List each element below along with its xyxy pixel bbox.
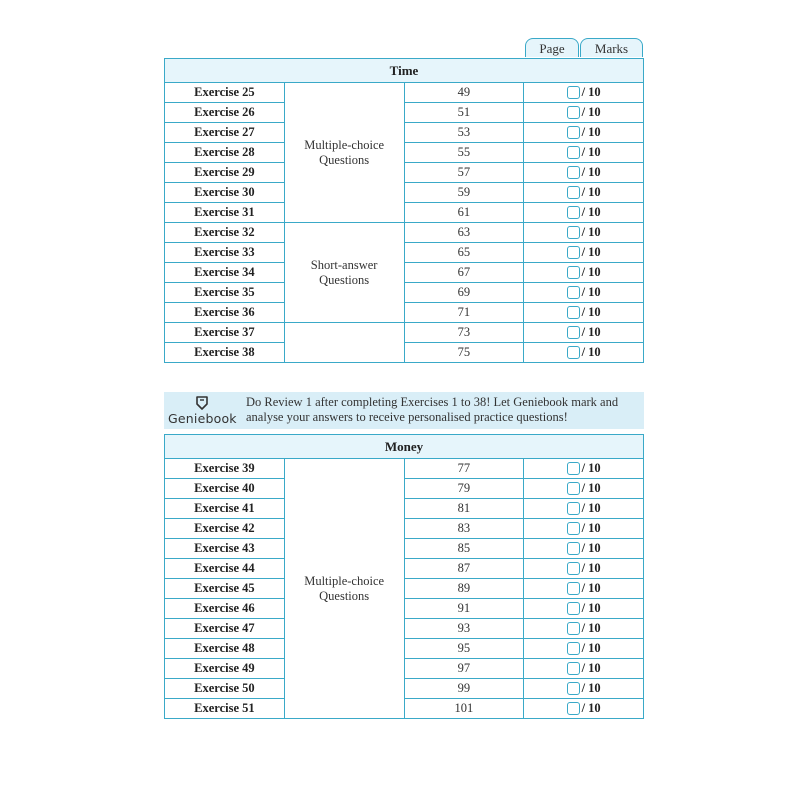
- exercise-label: Exercise 33: [165, 243, 285, 263]
- section-title: Money: [165, 435, 644, 459]
- marks-cell: [524, 183, 644, 203]
- table-row: [165, 479, 644, 499]
- exercise-label: Exercise 50: [165, 679, 285, 699]
- marks-input-box[interactable]: [567, 306, 580, 319]
- page-number: 73: [404, 323, 524, 343]
- marks-cell: [524, 123, 644, 143]
- table-row: [165, 539, 644, 559]
- table-row: [165, 263, 644, 283]
- marks-total: / 10: [581, 245, 601, 259]
- exercise-label: Exercise 46: [165, 599, 285, 619]
- exercise-label: Exercise 35: [165, 283, 285, 303]
- marks-cell: [524, 283, 644, 303]
- table-row: [165, 103, 644, 123]
- marks-input-box[interactable]: [567, 126, 580, 139]
- marks-total: / 10: [581, 501, 601, 515]
- table-row: [165, 679, 644, 699]
- marks-total: / 10: [581, 681, 601, 695]
- marks-total: / 10: [581, 541, 601, 555]
- page-column-header: Page: [525, 38, 579, 57]
- marks-input-box[interactable]: [567, 226, 580, 239]
- page-number: 77: [404, 459, 524, 479]
- marks-input-box[interactable]: [567, 542, 580, 555]
- geniebook-banner: [164, 392, 644, 429]
- table-row: [165, 303, 644, 323]
- marks-cell: [524, 499, 644, 519]
- marks-input-box[interactable]: [567, 246, 580, 259]
- table-row: [165, 579, 644, 599]
- marks-input-box[interactable]: [567, 346, 580, 359]
- marks-total: / 10: [581, 265, 601, 279]
- marks-cell: [524, 303, 644, 323]
- marks-total: / 10: [581, 581, 601, 595]
- exercise-label: Exercise 26: [165, 103, 285, 123]
- marks-total: / 10: [581, 521, 601, 535]
- table-row: [165, 499, 644, 519]
- page-number: 51: [404, 103, 524, 123]
- page-number: 65: [404, 243, 524, 263]
- exercise-label: Exercise 28: [165, 143, 285, 163]
- marks-cell: [524, 679, 644, 699]
- marks-cell: [524, 203, 644, 223]
- table-row: [165, 323, 644, 343]
- table-row: [165, 183, 644, 203]
- question-type: Short-answer Questions: [284, 223, 404, 323]
- marks-input-box[interactable]: [567, 702, 580, 715]
- page-number: 71: [404, 303, 524, 323]
- page-number: 61: [404, 203, 524, 223]
- marks-input-box[interactable]: [567, 462, 580, 475]
- exercise-label: Exercise 30: [165, 183, 285, 203]
- marks-total: / 10: [581, 125, 601, 139]
- marks-input-box[interactable]: [567, 206, 580, 219]
- exercise-label: Exercise 48: [165, 639, 285, 659]
- exercise-label: Exercise 43: [165, 539, 285, 559]
- marks-total: / 10: [581, 621, 601, 635]
- geniebook-lamp-icon: [194, 395, 210, 411]
- exercise-label: Exercise 29: [165, 163, 285, 183]
- marks-total: / 10: [581, 561, 601, 575]
- marks-input-box[interactable]: [567, 286, 580, 299]
- marks-total: / 10: [581, 145, 601, 159]
- table-row: [165, 639, 644, 659]
- marks-total: / 10: [581, 481, 601, 495]
- page-number: 99: [404, 679, 524, 699]
- marks-input-box[interactable]: [567, 186, 580, 199]
- marks-input-box[interactable]: [567, 602, 580, 615]
- marks-cell: [524, 559, 644, 579]
- exercise-label: Exercise 45: [165, 579, 285, 599]
- marks-cell: [524, 263, 644, 283]
- question-type: [284, 323, 404, 363]
- page-number: 75: [404, 343, 524, 363]
- exercise-label: Exercise 25: [165, 83, 285, 103]
- marks-total: / 10: [581, 701, 601, 715]
- marks-input-box[interactable]: [567, 622, 580, 635]
- marks-cell: [524, 619, 644, 639]
- table-row: [165, 83, 644, 103]
- marks-input-box[interactable]: [567, 146, 580, 159]
- page-number: 85: [404, 539, 524, 559]
- table-row: [165, 283, 644, 303]
- question-type: Multiple-choice Questions: [284, 459, 404, 719]
- marks-cell: [524, 103, 644, 123]
- page-number: 101: [404, 699, 524, 719]
- marks-input-box[interactable]: [567, 266, 580, 279]
- marks-total: / 10: [581, 461, 601, 475]
- marks-total: / 10: [581, 165, 601, 179]
- exercise-label: Exercise 27: [165, 123, 285, 143]
- table-row: [165, 659, 644, 679]
- marks-cell: [524, 659, 644, 679]
- marks-cell: [524, 599, 644, 619]
- marks-column-header: Marks: [580, 38, 643, 57]
- marks-cell: [524, 459, 644, 479]
- exercise-label: Exercise 41: [165, 499, 285, 519]
- table-row: [165, 519, 644, 539]
- marks-input-box[interactable]: [567, 502, 580, 515]
- table-row: [165, 223, 644, 243]
- table-row: [165, 619, 644, 639]
- page-number: 53: [404, 123, 524, 143]
- marks-cell: [524, 83, 644, 103]
- marks-input-box[interactable]: [567, 106, 580, 119]
- page-number: 87: [404, 559, 524, 579]
- page-number: 55: [404, 143, 524, 163]
- marks-cell: [524, 243, 644, 263]
- marks-total: / 10: [581, 325, 601, 339]
- marks-cell: [524, 639, 644, 659]
- marks-cell: [524, 223, 644, 243]
- marks-input-box[interactable]: [567, 642, 580, 655]
- question-type: Multiple-choice Questions: [284, 83, 404, 223]
- marks-cell: [524, 699, 644, 719]
- exercise-label: Exercise 44: [165, 559, 285, 579]
- page-number: 59: [404, 183, 524, 203]
- table-row: [165, 163, 644, 183]
- marks-input-box[interactable]: [567, 562, 580, 575]
- marks-cell: [524, 163, 644, 183]
- page-number: 97: [404, 659, 524, 679]
- page-number: 83: [404, 519, 524, 539]
- page-number: 67: [404, 263, 524, 283]
- exercise-label: Exercise 36: [165, 303, 285, 323]
- marks-cell: [524, 519, 644, 539]
- marks-total: / 10: [581, 305, 601, 319]
- exercise-label: Exercise 32: [165, 223, 285, 243]
- marks-input-box[interactable]: [567, 166, 580, 179]
- money-section-table: [164, 434, 644, 719]
- table-row: [165, 123, 644, 143]
- page-number: 79: [404, 479, 524, 499]
- marks-input-box[interactable]: [567, 662, 580, 675]
- page-number: 49: [404, 83, 524, 103]
- marks-total: / 10: [581, 285, 601, 299]
- table-row: [165, 143, 644, 163]
- marks-total: / 10: [581, 601, 601, 615]
- banner-message: Do Review 1 after completing Exercises 1 to 38! Let Geniebook mark and analyse your answers to receive personalised practice questions!: [246, 395, 619, 424]
- page-number: 95: [404, 639, 524, 659]
- marks-total: / 10: [581, 661, 601, 675]
- exercise-label: Exercise 40: [165, 479, 285, 499]
- marks-cell: [524, 323, 644, 343]
- exercise-label: Exercise 31: [165, 203, 285, 223]
- marks-total: / 10: [581, 185, 601, 199]
- marks-cell: [524, 479, 644, 499]
- exercise-label: Exercise 37: [165, 323, 285, 343]
- marks-cell: [524, 143, 644, 163]
- table-row: [165, 243, 644, 263]
- page-number: 93: [404, 619, 524, 639]
- marks-input-box[interactable]: [567, 482, 580, 495]
- page-number: 91: [404, 599, 524, 619]
- section-title: Time: [165, 59, 644, 83]
- marks-total: / 10: [581, 225, 601, 239]
- table-row: [165, 343, 644, 363]
- table-row: [165, 699, 644, 719]
- exercise-label: Exercise 47: [165, 619, 285, 639]
- time-section-table: [164, 58, 644, 363]
- page-number: 81: [404, 499, 524, 519]
- table-row: [165, 559, 644, 579]
- exercise-label: Exercise 38: [165, 343, 285, 363]
- marks-total: / 10: [581, 85, 601, 99]
- geniebook-logo: Geniebook: [168, 411, 237, 426]
- marks-input-box[interactable]: [567, 326, 580, 339]
- marks-total: / 10: [581, 105, 601, 119]
- table-row: [165, 459, 644, 479]
- exercise-label: Exercise 49: [165, 659, 285, 679]
- marks-input-box[interactable]: [567, 682, 580, 695]
- table-row: [165, 599, 644, 619]
- exercise-label: Exercise 42: [165, 519, 285, 539]
- page-number: 89: [404, 579, 524, 599]
- page-number: 63: [404, 223, 524, 243]
- marks-cell: [524, 539, 644, 559]
- table-row: [165, 203, 644, 223]
- page-number: 69: [404, 283, 524, 303]
- marks-cell: [524, 579, 644, 599]
- marks-total: / 10: [581, 205, 601, 219]
- marks-input-box[interactable]: [567, 582, 580, 595]
- marks-input-box[interactable]: [567, 86, 580, 99]
- marks-total: / 10: [581, 641, 601, 655]
- marks-input-box[interactable]: [567, 522, 580, 535]
- exercise-label: Exercise 39: [165, 459, 285, 479]
- exercise-label: Exercise 34: [165, 263, 285, 283]
- marks-cell: [524, 343, 644, 363]
- exercise-label: Exercise 51: [165, 699, 285, 719]
- page-number: 57: [404, 163, 524, 183]
- marks-total: / 10: [581, 345, 601, 359]
